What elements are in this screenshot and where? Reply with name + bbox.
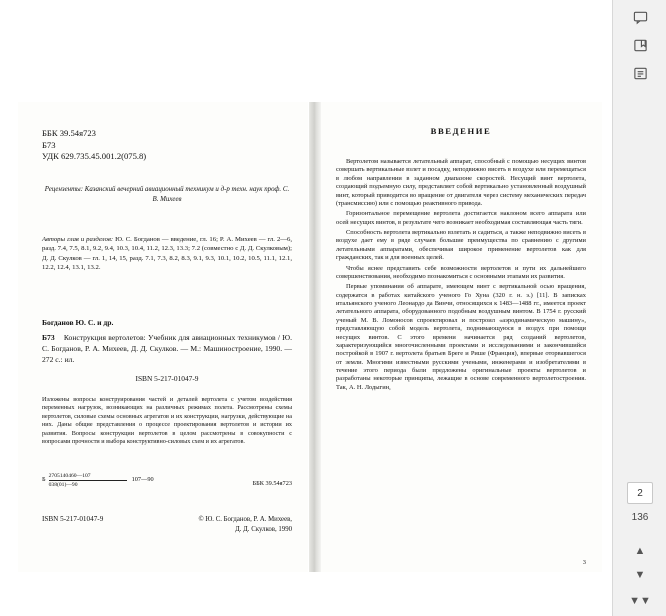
- comment-icon[interactable]: [627, 4, 653, 30]
- right-page-content: [336, 126, 586, 566]
- code-fraction-bottom: 038(01)—90: [48, 482, 78, 489]
- left-page-content: [42, 128, 292, 553]
- text-select-icon[interactable]: [627, 60, 653, 86]
- next-page-button[interactable]: ▼: [634, 569, 646, 581]
- isbn-top: ISBN 5-217-01047-9: [135, 373, 199, 383]
- authors-block: [42, 235, 292, 273]
- title-text: Конструкция вертолетов: Учебник для авиационных техникумов / Ю. С. Богданов, Р. А. Михеев, Д. Д. Скулков. — М.: Машиностроение, 1990. — 272 с.: ил.: [42, 332, 293, 364]
- body-paragraph: Первые упоминания об аппарате, имеющем винт с вертикальной осью вращения, содержатся в работах китайского ученого Го Хуна (320 г. н. э.) [11]. В записках итальянского ученого Леонардо да Винчи, относящихся к 1483—1488 гг., имеется проект летательного аппарата, оборудованного подобным воздушным винтом. В 1754 г. русский ученый М. В. Ломоносов спроектировал и построил «аэродинамическую машину», представляющую собой модель вертолета, поднимающуюся в воздух при помощи несущих винтов. С этого времени начинается ряд созданий вертолетов, характеризующийся многочисленными проектами и исследованиями и закончившийся постройкой в 1907 г. вертолета братьев Бреге и Рише (Франция), впервые оторвавшегося от земли. Многими известными русскими учеными, инженерами и изобретателями в течение этого периода были предложены оригинальные проекты вертолетов и разработаны некоторые принципы, лежащие в основе современного вертолетостроения. Так, А. Н. Лодыгин,: [336, 283, 586, 391]
- reviewer-label: Рецензенты:: [44, 185, 84, 193]
- isbn-bottom: ISBN 5-217-01047-9: [42, 514, 104, 523]
- page-total-label: 136: [631, 512, 649, 523]
- bibliographic-record: [42, 317, 292, 385]
- page-number: 3: [582, 559, 586, 566]
- reviewer-text: Казанский вечерний авиационный техникум и д-р техн. наук проф. С. В. Михеев: [84, 185, 290, 203]
- author-line: Богданов Ю. С. и др.: [42, 317, 114, 327]
- viewer-toolbar: [612, 0, 666, 616]
- prev-page-button[interactable]: ▲: [634, 545, 646, 557]
- page-number-value: 2: [637, 487, 643, 499]
- annotation-text: Изложены вопросы конструирования частей и деталей вертолета с учетом воздействия переменных нагрузок, возникающих на различных режимах полета. Рассмотрены схемы вертолетов, силовые схемы основных агрегатов и их конструкции, нагрузки, действующие на них. Даны общие представления о процессе проектирования вертолетов и истории их развития. Вопросы конструкции вертолетов в целом рассмотрены в совокупности с вопросами прочности и выбора конструктивно-силовых схем и их агрегатов.: [42, 395, 292, 446]
- page-number-input[interactable]: [627, 482, 653, 504]
- body-paragraph: Горизонтальное перемещение вертолета достигается наклоном всего аппарата или осей несущих винтов, в результате чего возникает необходимая составляющая часть тяги.: [336, 210, 586, 226]
- authors-label: Авторы глав и разделов:: [42, 235, 114, 243]
- isbn-copyright-row: [42, 515, 292, 535]
- code-fraction-top: 2705140460—107: [48, 472, 91, 479]
- code-left-label: Б: [42, 476, 46, 484]
- reviewer-block: [42, 185, 292, 205]
- book-gutter-shadow: [309, 102, 321, 572]
- copyright-line-1: © Ю. С. Богданов, Р. А. Михеев,: [198, 515, 292, 523]
- classification-codes: [42, 128, 292, 163]
- copyright-block: [198, 515, 292, 535]
- copyright-line-2: Д. Д. Скулков, 1990: [235, 525, 292, 533]
- code-bbk: ББК 39.54я723: [252, 479, 292, 487]
- authors-text: Ю. С. Богданов — введение, гл. 16; Р. А. Михеев — гл. 2—6, разд. 7.4, 7.5, 8.1, 9.2, 9.4, 10.3, 10.4, 11.2, 12.3, 13.3; 7.2 (совместно с Д. Д. Скулковым); Д. Д. Скулков — гл. 1, 14, 15, разд. 7.1, 7.3, 8.2, 8.3, 9.1, 9.3, 10.1, 10.2, 10.5, 11.1, 12.1, 12.2, 12.4, 13.1, 13.2.: [42, 235, 292, 272]
- index-letter: Б73: [42, 332, 55, 342]
- body-paragraph: Способность вертолета вертикально взлетать и садиться, а также неподвижно висеть в воздухе дает ему в ряде случаев большие преимущества по сравнению с другими летательными аппаратами, обеспечивая широкое применение вертолетов как для гражданских, так и для военных целей.: [336, 229, 586, 262]
- last-page-button[interactable]: ▼▼: [629, 595, 651, 607]
- body-paragraph: Вертолетом называется летательный аппарат, способный с помощью несущих винтов совершать вертикальные взлет и посадку, неподвижно висеть в воздухе или перемещаться в любом направлении в заданном диапазоне скоростей. Несущий винт вертолета, создающий подъемную силу, представляет собой вертикально установленный воздушный винт, который приводится во вращение от двигателя через систему механических передач (трансмиссию) или с помощью реактивного привода.: [336, 158, 586, 207]
- udk-code: УДК 629.735.45.001.2(075.8): [42, 151, 147, 162]
- code-note: 107—90: [131, 476, 154, 484]
- bbk-code: ББК 39.54я723: [42, 128, 96, 138]
- body-paragraph: Чтобы яснее представить себе возможности вертолетов и пути их дальнейшего совершенствования, необходимо познакомиться с основными этапами их развития.: [336, 264, 586, 280]
- bookmark-icon[interactable]: [627, 32, 653, 58]
- section-heading: ВВЕДЕНИЕ: [430, 126, 492, 136]
- index-code: Б73: [42, 139, 56, 150]
- scan-top-margin: [0, 0, 612, 102]
- publication-codes: [42, 473, 292, 489]
